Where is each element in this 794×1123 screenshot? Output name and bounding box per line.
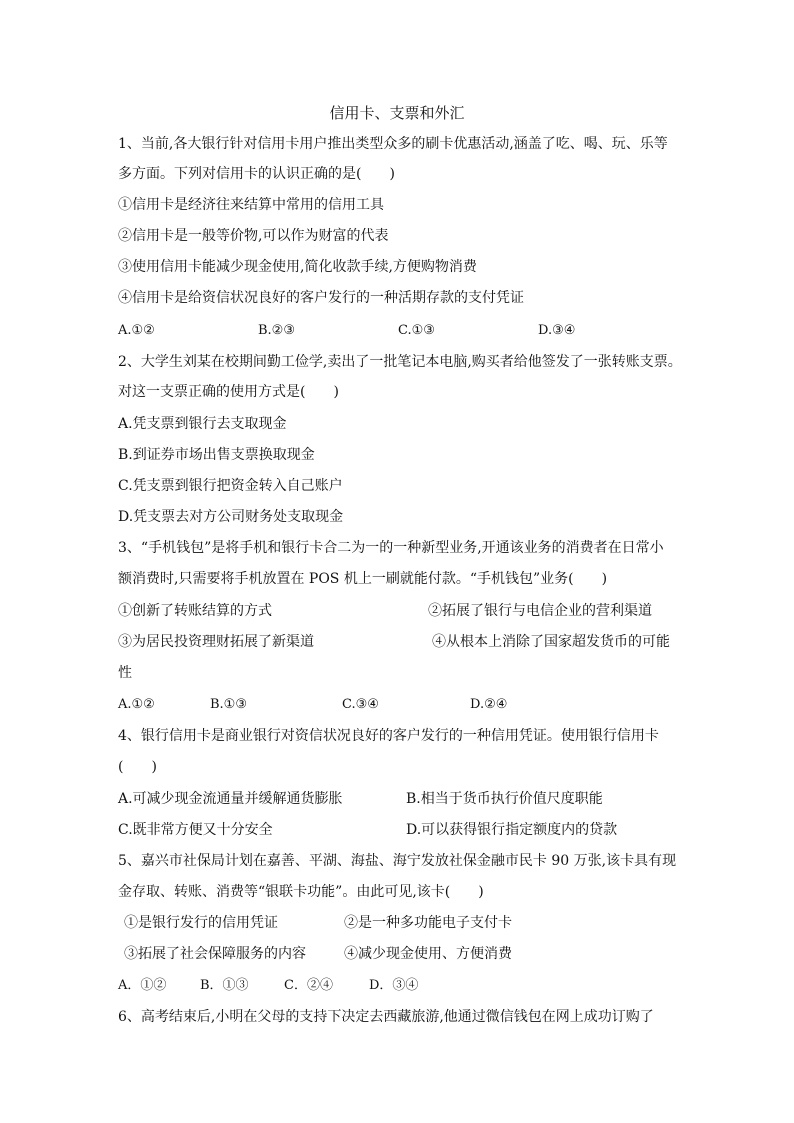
q3-statement-3: ③为居民投资理财拓展了新渠道 — [118, 634, 314, 650]
q1-stem-line-1: 1、当前,各大银行针对信用卡用户推出类型众多的刷卡优惠活动,涵盖了吃、喝、玩、乐等 — [118, 136, 668, 152]
q3-stem-line-2: 额消费时,只需要将手机放置在 POS 机上一刷就能付款。“手机钱包”业务( ) — [118, 571, 608, 587]
q5-option-c: C．②④ — [284, 978, 333, 993]
q5-option-d: D．③④ — [369, 978, 419, 993]
q1-option-a: A.①② — [118, 323, 155, 338]
q2-stem-line-1: 2、大学生刘某在校期间勤工俭学,卖出了一批笔记本电脑,购买者给他签发了一张转账支票。 — [118, 354, 682, 370]
q4-option-d: D.可以获得银行指定额度内的贷款 — [406, 822, 618, 838]
q5-statement-1: ①是银行发行的信用凭证 — [124, 915, 278, 931]
q3-option-b: B.①③ — [210, 697, 247, 712]
q3-option-c: C.③④ — [342, 697, 379, 712]
q2-option-a: A.凭支票到银行去支取现金 — [118, 416, 287, 432]
q1-statement-4: ④信用卡是给资信状况良好的客户发行的一种活期存款的支付凭证 — [118, 290, 524, 306]
q3-statement-4: ④从根本上消除了国家超发货币的可能 — [432, 634, 670, 650]
q4-option-a: A.可减少现金流通量并缓解通货膨胀 — [118, 791, 343, 807]
q2-option-d: D.凭支票去对方公司财务处支取现金 — [118, 509, 344, 525]
q3-statement-1: ①创新了转账结算的方式 — [118, 603, 272, 619]
q5-stem-line-1: 5、嘉兴市社保局计划在嘉善、平湖、海盐、海宁发放社保金融市民卡 90 万张,该卡具有现 — [118, 853, 677, 869]
q2-option-b: B.到证券市场出售支票换取现金 — [118, 447, 315, 463]
q1-option-b: B.②③ — [258, 323, 295, 338]
q2-stem-line-2: 对这一支票正确的使用方式是( ) — [118, 384, 339, 400]
q5-stem-line-2: 金存取、转账、消费等“银联卡功能”。由此可见,该卡( ) — [118, 884, 484, 900]
q1-statement-1: ①信用卡是经济往来结算中常用的信用工具 — [118, 197, 384, 213]
q3-statement-2: ②拓展了银行与电信企业的营利渠道 — [428, 603, 652, 619]
q6-stem-line-1: 6、高考结束后,小明在父母的支持下决定去西藏旅游,他通过微信钱包在网上成功订购了 — [118, 1009, 654, 1025]
q3-option-d: D.②④ — [470, 697, 508, 712]
q5-statement-4: ④减少现金使用、方便消费 — [344, 946, 512, 962]
q4-option-c: C.既非常方便又十分安全 — [118, 822, 273, 838]
q4-stem-line-2: ( ) — [118, 759, 157, 775]
q1-statement-3: ③使用信用卡能减少现金使用,简化收款手续,方便购物消费 — [118, 259, 477, 275]
q1-option-c: C.①③ — [398, 323, 435, 338]
q3-statement-4-continued: 性 — [118, 665, 132, 681]
q2-option-c: C.凭支票到银行把资金转入自己账户 — [118, 478, 343, 494]
page-title: 信用卡、支票和外汇 — [329, 104, 465, 122]
q3-option-a: A.①② — [118, 697, 155, 712]
q5-option-a: A．①② — [118, 978, 167, 993]
q1-stem-line-2: 多方面。下列对信用卡的认识正确的是( ) — [118, 166, 395, 182]
q4-stem-line-1: 4、银行信用卡是商业银行对资信状况良好的客户发行的一种信用凭证。使用银行信用卡 — [118, 728, 659, 744]
q5-statement-2: ②是一种多功能电子支付卡 — [344, 915, 512, 931]
q5-option-b: B．①③ — [200, 978, 249, 993]
q4-option-b: B.相当于货币执行价值尺度职能 — [406, 791, 603, 807]
q1-option-d: D.③④ — [538, 323, 576, 338]
q1-statement-2: ②信用卡是一般等价物,可以作为财富的代表 — [118, 228, 389, 244]
q5-statement-3: ③拓展了社会保障服务的内容 — [124, 946, 306, 962]
q3-stem-line-1: 3、“手机钱包”是将手机和银行卡合二为一的一种新型业务,开通该业务的消费者在日常小 — [118, 540, 664, 556]
